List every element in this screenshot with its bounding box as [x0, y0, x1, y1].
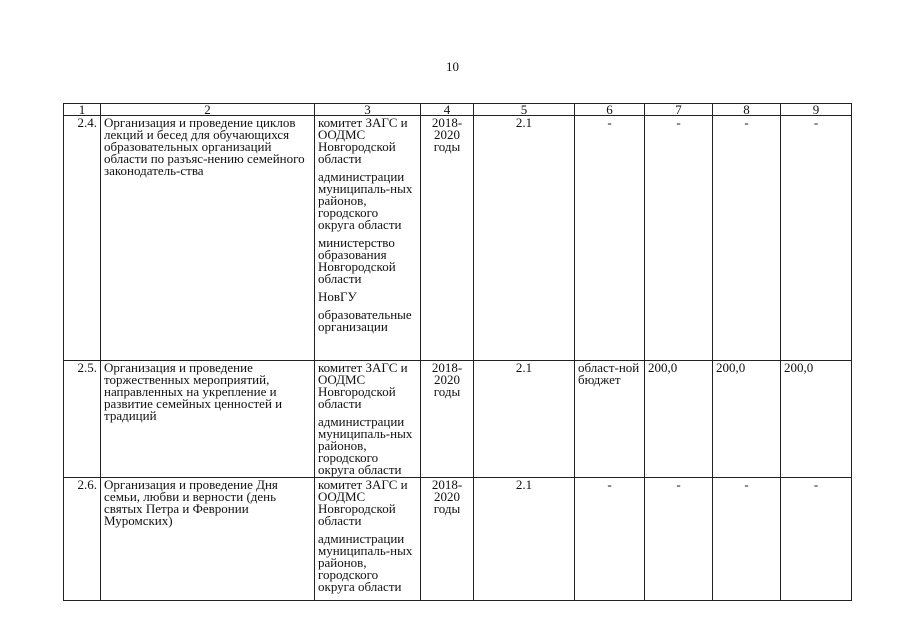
table-row — [64, 116, 852, 361]
item-funding-source: - — [575, 478, 645, 601]
item-term: 2018-2020 годы — [421, 116, 474, 361]
item-funding-2018: - — [645, 478, 713, 601]
executor: НовГУ — [318, 289, 357, 304]
executor: комитет ЗАГС и ООДМС Новгородской области — [318, 360, 408, 411]
item-number: 2.4. — [64, 116, 101, 361]
activities-table — [63, 103, 852, 601]
item-executors — [315, 116, 421, 361]
item-term: 2018-2020 годы — [421, 478, 474, 601]
item-executors — [315, 361, 421, 478]
executor: администрации муниципаль-ных районов, городского округа области — [318, 414, 413, 477]
item-funding-2019: 200,0 — [713, 361, 781, 478]
item-indicator: 2.1 — [474, 361, 575, 478]
column-header: 6 — [575, 104, 645, 116]
item-number: 2.6. — [64, 478, 101, 601]
column-header: 8 — [713, 104, 781, 116]
executor: образовательные организации — [318, 307, 412, 334]
column-number-row — [64, 104, 852, 116]
item-name: Организация и проведение торжественных мероприятий, направленных на укрепление и развитие семейных ценностей и традиций — [101, 361, 315, 478]
item-term: 2018-2020 годы — [421, 361, 474, 478]
item-executors — [315, 478, 421, 601]
item-funding-source: - — [575, 116, 645, 361]
item-funding-2020: - — [781, 478, 852, 601]
column-header: 3 — [315, 104, 421, 116]
item-indicator: 2.1 — [474, 116, 575, 361]
column-header: 7 — [645, 104, 713, 116]
executor: администрации муниципаль-ных районов, городского округа области — [318, 169, 413, 232]
page-number: 10 — [446, 59, 459, 74]
table-row — [64, 361, 852, 478]
item-name: Организация и проведение циклов лекций и бесед для обучающихся образовательных организаций области по разъяс-нению семейного законодатель-ства — [101, 116, 315, 361]
item-funding-source: област-ной бюджет — [575, 361, 645, 478]
item-name: Организация и проведение Дня семьи, любви и верности (день святых Петра и Февронии Муромских) — [101, 478, 315, 601]
column-header: 9 — [781, 104, 852, 116]
item-funding-2018: - — [645, 116, 713, 361]
item-number: 2.5. — [64, 361, 101, 478]
executor: администрации муниципаль-ных районов, городского округа области — [318, 531, 413, 594]
column-header: 5 — [474, 104, 575, 116]
table-row — [64, 478, 852, 601]
item-funding-2020: 200,0 — [781, 361, 852, 478]
column-header: 4 — [421, 104, 474, 116]
column-header: 2 — [101, 104, 315, 116]
executor: комитет ЗАГС и ООДМС Новгородской области — [318, 477, 408, 528]
item-funding-2020: - — [781, 116, 852, 361]
item-funding-2019: - — [713, 478, 781, 601]
executor: комитет ЗАГС и ООДМС Новгородской области — [318, 115, 408, 166]
item-indicator: 2.1 — [474, 478, 575, 601]
column-header: 1 — [64, 104, 101, 116]
item-funding-2018: 200,0 — [645, 361, 713, 478]
item-funding-2019: - — [713, 116, 781, 361]
executor: министерство образования Новгородской области — [318, 235, 396, 286]
